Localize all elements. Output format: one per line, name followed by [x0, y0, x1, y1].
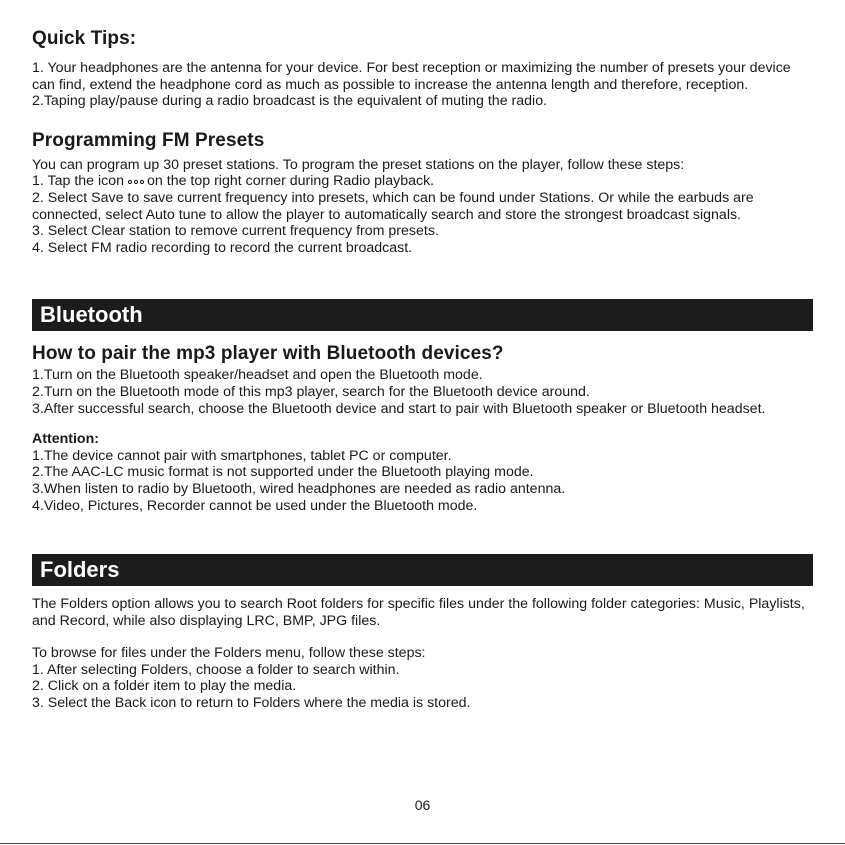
fm-presets-intro: You can program up 30 preset stations. To program the preset stations on the player, follow these steps:: [32, 156, 685, 173]
fm-presets-step-1: [32, 173, 813, 190]
manual-page: [32, 28, 813, 712]
folders-intro: The Folders option allows you to search Root folders for specific files under the following folder categories: Music, Playlists, and Record, while also displaying LRC, BMP, JPG files.: [32, 596, 805, 629]
folders-browse-intro: To browse for files under the Folders menu, follow these steps:: [32, 645, 426, 662]
attention-item: 2.The AAC-LC music format is not supported under the Bluetooth playing mode.: [32, 464, 534, 481]
fm-presets-step-2: 2. Select Save to save current frequency into presets, which can be found under Stations. Or while the earbuds are connected, select Auto tune to allow the player to automatically search and store the strongest broadcast signals.: [32, 189, 754, 223]
attention-item: 4.Video, Pictures, Recorder cannot be used under the Bluetooth mode.: [32, 497, 478, 514]
quick-tips-heading: Quick Tips:: [32, 28, 137, 49]
attention-item: 3.When listen to radio by Bluetooth, wired headphones are needed as radio antenna.: [32, 480, 566, 497]
folders-step: 1. After selecting Folders, choose a folder to search within.: [32, 661, 400, 678]
bluetooth-step: 2.Turn on the Bluetooth mode of this mp3 player, search for the Bluetooth device around.: [32, 383, 590, 400]
bluetooth-pair-heading: How to pair the mp3 player with Bluetooth devices?: [32, 343, 504, 365]
fm-presets-heading: Programming FM Presets: [32, 129, 265, 151]
fm-presets-step-4: 4. Select FM radio recording to record the current broadcast.: [32, 239, 413, 256]
bluetooth-section-banner: Bluetooth: [32, 299, 813, 331]
quick-tips-paragraph-1: 1. Your headphones are the antenna for your device. For best reception or maximizing the number of presets your device can find, extend the headphone cord as much as possible to increase the antenna length and therefore, reception.: [32, 60, 791, 93]
fm-presets-step-3: 3. Select Clear station to remove current frequency from presets.: [32, 223, 439, 240]
attention-heading: Attention:: [32, 431, 99, 448]
bluetooth-step: 1.Turn on the Bluetooth speaker/headset and open the Bluetooth mode.: [32, 367, 483, 384]
attention-item: 1.The device cannot pair with smartphones, tablet PC or computer.: [32, 447, 452, 464]
page-number: 06: [414, 797, 431, 813]
step-1-prefix: 1. Tap the icon: [32, 173, 125, 190]
folders-section-banner: Folders: [32, 554, 813, 586]
quick-tips-paragraph-2: 2.Taping play/pause during a radio broadcast is the equivalent of muting the radio.: [32, 93, 548, 110]
step-1-suffix: on the top right corner during Radio playback.: [147, 173, 435, 190]
folders-step: 3. Select the Back icon to return to Folders where the media is stored.: [32, 695, 471, 712]
bottom-rule: [0, 843, 845, 844]
more-dots-icon: [128, 180, 144, 184]
folders-step: 2. Click on a folder item to play the media.: [32, 678, 297, 695]
bluetooth-step: 3.After successful search, choose the Bluetooth device and start to pair with Bluetooth speaker or Bluetooth headset.: [32, 400, 766, 417]
